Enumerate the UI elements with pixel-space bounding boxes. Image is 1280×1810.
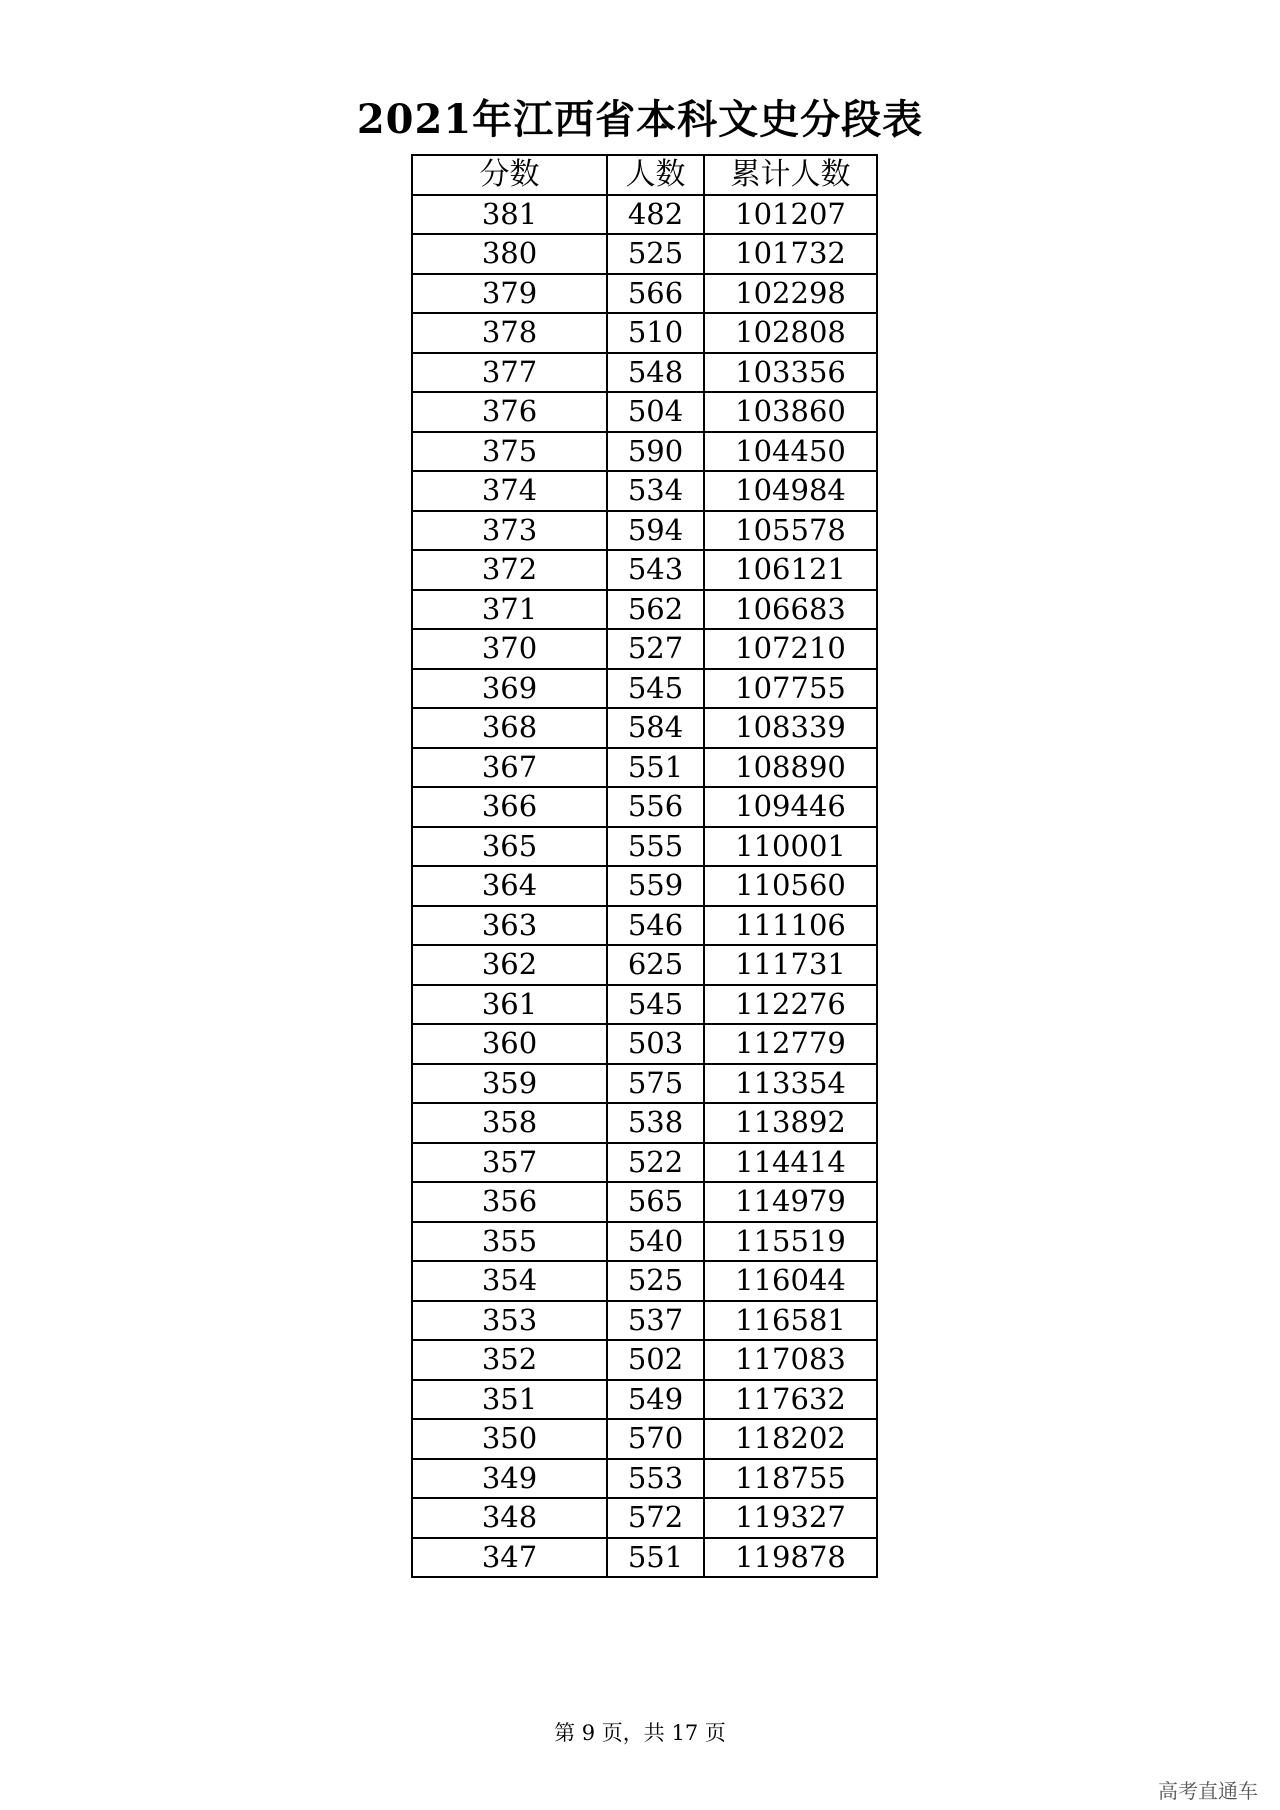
- cell-count: 555: [607, 827, 704, 867]
- table-row: [412, 669, 877, 709]
- cell-score: 372: [412, 550, 607, 590]
- cell-count: 562: [607, 590, 704, 630]
- cell-cumulative: 117083: [704, 1340, 877, 1380]
- table-row: [412, 1261, 877, 1301]
- cell-count: 570: [607, 1419, 704, 1459]
- cell-count: 527: [607, 629, 704, 669]
- cell-cumulative: 107210: [704, 629, 877, 669]
- table-row: [412, 708, 877, 748]
- table-row: [412, 1419, 877, 1459]
- cell-score: 369: [412, 669, 607, 709]
- cell-score: 368: [412, 708, 607, 748]
- cell-cumulative: 114979: [704, 1182, 877, 1222]
- cell-score: 366: [412, 787, 607, 827]
- cell-count: 566: [607, 274, 704, 314]
- cell-count: 482: [607, 195, 704, 235]
- cell-count: 584: [607, 708, 704, 748]
- cell-count: 551: [607, 748, 704, 788]
- table-row: [412, 748, 877, 788]
- table-row: [412, 1459, 877, 1499]
- cell-count: 594: [607, 511, 704, 551]
- cell-count: 545: [607, 985, 704, 1025]
- table-row: [412, 1301, 877, 1341]
- cell-score: 354: [412, 1261, 607, 1301]
- cell-cumulative: 106683: [704, 590, 877, 630]
- cell-cumulative: 107755: [704, 669, 877, 709]
- cell-cumulative: 108890: [704, 748, 877, 788]
- table-row: [412, 432, 877, 472]
- table-row: [412, 1222, 877, 1262]
- cell-cumulative: 118202: [704, 1419, 877, 1459]
- cell-count: 546: [607, 906, 704, 946]
- cell-score: 371: [412, 590, 607, 630]
- page-title: 2021年江西省本科文史分段表: [356, 96, 924, 143]
- table-row: [412, 550, 877, 590]
- cell-cumulative: 103356: [704, 353, 877, 393]
- cell-count: 559: [607, 866, 704, 906]
- cell-cumulative: 102808: [704, 313, 877, 353]
- cell-score: 360: [412, 1024, 607, 1064]
- cell-score: 351: [412, 1380, 607, 1420]
- cell-count: 534: [607, 471, 704, 511]
- table-body: [412, 195, 877, 1578]
- cell-score: 348: [412, 1498, 607, 1538]
- watermark: 高考直通车: [1158, 1779, 1258, 1803]
- page-footer: 第 9 页，共 17 页: [554, 1721, 726, 1745]
- table-row: [412, 353, 877, 393]
- table-row: [412, 1182, 877, 1222]
- cell-cumulative: 117632: [704, 1380, 877, 1420]
- cell-count: 551: [607, 1538, 704, 1578]
- table-row: [412, 392, 877, 432]
- table-row: [412, 1143, 877, 1183]
- cell-cumulative: 103860: [704, 392, 877, 432]
- cell-count: 538: [607, 1103, 704, 1143]
- cell-cumulative: 108339: [704, 708, 877, 748]
- cell-score: 355: [412, 1222, 607, 1262]
- cell-count: 565: [607, 1182, 704, 1222]
- cell-cumulative: 114414: [704, 1143, 877, 1183]
- cell-cumulative: 112276: [704, 985, 877, 1025]
- table-row: [412, 787, 877, 827]
- cell-cumulative: 111106: [704, 906, 877, 946]
- cell-score: 357: [412, 1143, 607, 1183]
- score-distribution-table: [411, 154, 878, 1578]
- table-row: [412, 1103, 877, 1143]
- cell-count: 543: [607, 550, 704, 590]
- cell-count: 503: [607, 1024, 704, 1064]
- cell-score: 352: [412, 1340, 607, 1380]
- cell-score: 377: [412, 353, 607, 393]
- cell-cumulative: 119878: [704, 1538, 877, 1578]
- cell-count: 553: [607, 1459, 704, 1499]
- cell-cumulative: 115519: [704, 1222, 877, 1262]
- cell-count: 625: [607, 945, 704, 985]
- cell-cumulative: 113892: [704, 1103, 877, 1143]
- cell-score: 356: [412, 1182, 607, 1222]
- cell-count: 548: [607, 353, 704, 393]
- table-row: [412, 1340, 877, 1380]
- cell-cumulative: 110001: [704, 827, 877, 867]
- cell-score: 370: [412, 629, 607, 669]
- cell-score: 376: [412, 392, 607, 432]
- table-row: [412, 866, 877, 906]
- cell-cumulative: 104450: [704, 432, 877, 472]
- table-row: [412, 1380, 877, 1420]
- cell-count: 510: [607, 313, 704, 353]
- table-row: [412, 590, 877, 630]
- header-score: 分数: [412, 155, 607, 195]
- cell-count: 556: [607, 787, 704, 827]
- cell-cumulative: 106121: [704, 550, 877, 590]
- cell-count: 504: [607, 392, 704, 432]
- cell-cumulative: 102298: [704, 274, 877, 314]
- cell-score: 367: [412, 748, 607, 788]
- cell-score: 380: [412, 234, 607, 274]
- cell-cumulative: 118755: [704, 1459, 877, 1499]
- cell-score: 379: [412, 274, 607, 314]
- cell-score: 359: [412, 1064, 607, 1104]
- cell-cumulative: 105578: [704, 511, 877, 551]
- cell-count: 525: [607, 1261, 704, 1301]
- cell-score: 363: [412, 906, 607, 946]
- cell-cumulative: 116044: [704, 1261, 877, 1301]
- cell-cumulative: 104984: [704, 471, 877, 511]
- cell-score: 381: [412, 195, 607, 235]
- table-row: [412, 234, 877, 274]
- cell-cumulative: 112779: [704, 1024, 877, 1064]
- cell-score: 347: [412, 1538, 607, 1578]
- cell-count: 572: [607, 1498, 704, 1538]
- cell-count: 525: [607, 234, 704, 274]
- cell-cumulative: 111731: [704, 945, 877, 985]
- cell-score: 373: [412, 511, 607, 551]
- table-row: [412, 511, 877, 551]
- cell-count: 522: [607, 1143, 704, 1183]
- cell-score: 378: [412, 313, 607, 353]
- cell-count: 537: [607, 1301, 704, 1341]
- table-row: [412, 985, 877, 1025]
- table-row: [412, 471, 877, 511]
- cell-score: 365: [412, 827, 607, 867]
- cell-count: 502: [607, 1340, 704, 1380]
- table-row: [412, 1538, 877, 1578]
- cell-score: 374: [412, 471, 607, 511]
- table-header-row: [412, 155, 877, 195]
- table-row: [412, 827, 877, 867]
- table-row: [412, 1024, 877, 1064]
- cell-score: 350: [412, 1419, 607, 1459]
- cell-count: 575: [607, 1064, 704, 1104]
- header-count: 人数: [607, 155, 704, 195]
- cell-score: 349: [412, 1459, 607, 1499]
- header-cumulative: 累计人数: [704, 155, 877, 195]
- cell-count: 545: [607, 669, 704, 709]
- cell-score: 358: [412, 1103, 607, 1143]
- table-row: [412, 1498, 877, 1538]
- cell-cumulative: 110560: [704, 866, 877, 906]
- cell-cumulative: 116581: [704, 1301, 877, 1341]
- cell-cumulative: 101207: [704, 195, 877, 235]
- cell-count: 540: [607, 1222, 704, 1262]
- cell-score: 353: [412, 1301, 607, 1341]
- table-row: [412, 629, 877, 669]
- cell-count: 590: [607, 432, 704, 472]
- cell-cumulative: 113354: [704, 1064, 877, 1104]
- cell-cumulative: 119327: [704, 1498, 877, 1538]
- table-row: [412, 313, 877, 353]
- cell-cumulative: 101732: [704, 234, 877, 274]
- cell-score: 362: [412, 945, 607, 985]
- cell-cumulative: 109446: [704, 787, 877, 827]
- table-row: [412, 195, 877, 235]
- cell-score: 375: [412, 432, 607, 472]
- cell-score: 361: [412, 985, 607, 1025]
- table-row: [412, 1064, 877, 1104]
- table-row: [412, 945, 877, 985]
- cell-count: 549: [607, 1380, 704, 1420]
- table-row: [412, 906, 877, 946]
- table-row: [412, 274, 877, 314]
- cell-score: 364: [412, 866, 607, 906]
